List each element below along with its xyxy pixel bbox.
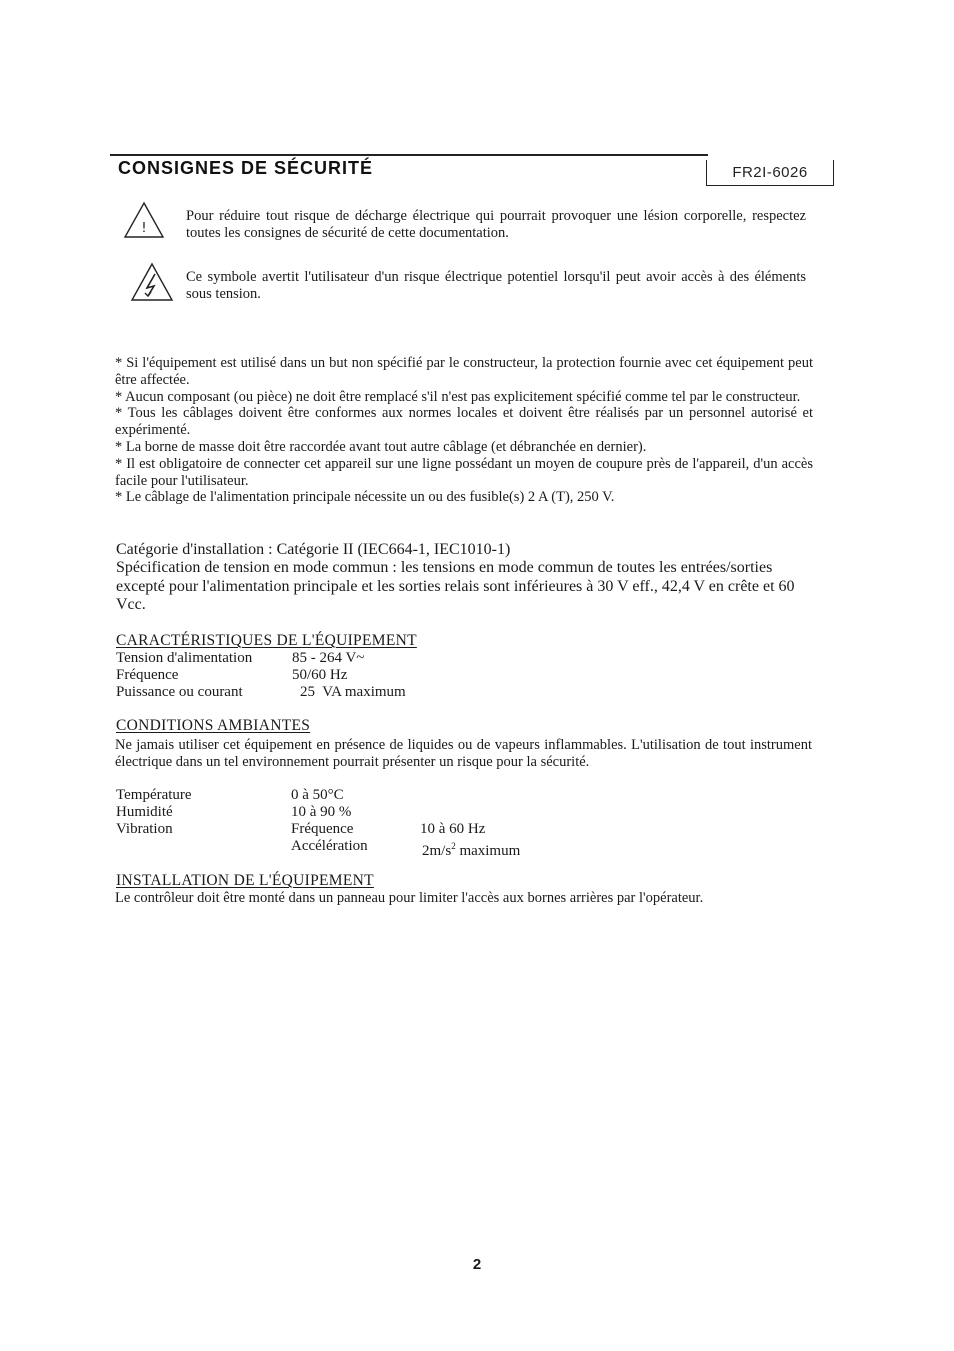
spec-value: 10 à 60 Hz [420,821,486,837]
list-item: * Il est obligatoire de connecter cet appareil sur une ligne possédant un moyen de coupure près de l'appareil, d'un accès facile pour l'utilisateur. [115,455,813,489]
spec-value: 85 - 264 V~ [292,650,365,666]
spec-row [116,667,536,684]
spec-label: Fréquence [116,667,179,683]
list-item: * Tous les câblages doivent être conformes aux normes locales et doivent être réalisés par un personnel autorisé et expérimenté. [115,405,813,439]
spec-row [116,804,556,821]
safety-bullet-list [115,355,813,506]
list-item: * Aucun composant (ou pièce) ne doit être remplacé s'il n'est pas explicitement spécifié comme tel par le constructeur. [115,388,801,405]
warning-text-electric: Ce symbole avertit l'utilisateur d'un risque électrique potentiel lorsqu'il peut avoir accès à des éléments sous tension. [186,269,806,302]
spec-label: Température [116,787,192,803]
common-mode-spec: Spécification de tension en mode commun : les tensions en mode commun de toutes les entrées/sorties excepté pour l'alimentation principale et les sorties relais sont inférieures à 30 V eff., 42,4 V en crête et 60 Vcc. [116,559,795,614]
installation-category: Catégorie d'installation : Catégorie II (IEC664-1, IEC1010-1) [116,541,511,558]
list-item: * Si l'équipement est utilisé dans un but non spécifié par le constructeur, la protection fournie avec cet équipement peut être affectée. [115,355,813,388]
warning-text-shock: Pour réduire tout risque de décharge électrique qui pourrait provoquer une lésion corporelle, respectez toutes les consignes de sécurité de cette documentation. [186,208,806,241]
ambient-section-title: CONDITIONS AMBIANTES [116,717,311,734]
spec-row [116,684,536,701]
spec-label: Humidité [116,804,173,820]
spec-sublabel: Fréquence [291,821,354,837]
caution-triangle-icon [123,201,165,239]
accel-suffix: maximum [455,843,521,859]
equipment-specs [116,650,536,701]
spec-value [422,838,520,860]
spec-value: 10 à 90 % [291,804,352,820]
list-item: * La borne de masse doit être raccordée avant tout autre câblage (et débranchée en dernier). [115,438,647,455]
page-number: 2 [472,1256,482,1273]
spec-value: 50/60 Hz [292,667,348,683]
page-title: CONSIGNES DE SÉCURITÉ [118,158,374,178]
spec-sublabel: Accélération [291,838,368,854]
spec-row [116,838,556,859]
ambient-specs [116,787,556,859]
list-item: * Le câblage de l'alimentation principale nécessite un ou des fusible(s) 2 A (T), 250 V. [115,489,615,506]
electric-hazard-icon [130,262,174,302]
spec-row [116,650,536,667]
accel-exponent: 2 [451,841,456,851]
equipment-section-title: CARACTÉRISTIQUES DE L'ÉQUIPEMENT [116,632,417,649]
header-rule [110,154,708,156]
svg-text:!: ! [141,221,147,236]
mounting-text: Le contrôleur doit être monté dans un panneau pour limiter l'accès aux bornes arrières par l'opérateur. [115,890,704,906]
document-code: FR2I-6026 [706,160,834,186]
accel-unit: 2m/s [422,843,452,859]
spec-value: 25 VA maximum [300,684,406,700]
spec-row [116,787,556,804]
spec-row [116,821,556,838]
spec-label: Puissance ou courant [116,684,243,700]
spec-label: Tension d'alimentation [116,650,253,666]
installation-category-block [116,541,806,615]
ambient-warning-text: Ne jamais utiliser cet équipement en présence de liquides ou de vapeurs inflammables. L'utilisation de tout instrument électrique dans un tel environnement pourrait présenter un risque pour la sécurité. [115,737,812,770]
spec-value: 0 à 50°C [291,787,344,803]
mounting-section-title: INSTALLATION DE L'ÉQUIPEMENT [116,872,374,889]
spec-label: Vibration [116,821,173,837]
